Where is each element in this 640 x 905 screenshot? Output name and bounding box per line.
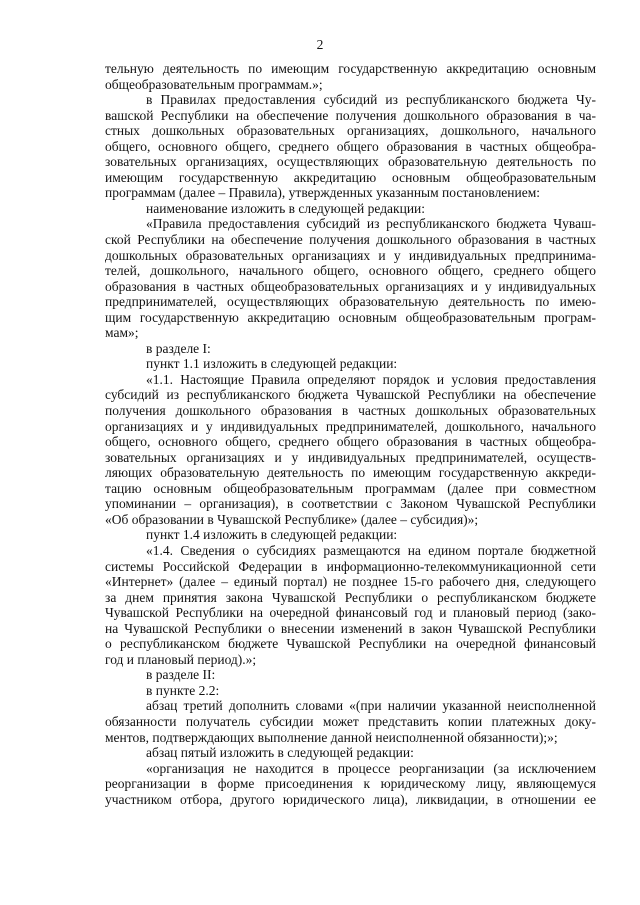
text-line: общего, основного общего, среднего общего образования в частных общеобра- — [105, 434, 596, 450]
text-line: тацию основным общеобразовательным программам (далее при совместном — [105, 480, 596, 496]
text-line: дошкольных образовательных организациях и у индивидуальных предпринима- — [105, 247, 596, 263]
text-line: ляющих образовательную деятельность по имеющим государственную аккреди- — [105, 465, 596, 481]
text-line: реорганизации в форме присоединения к юридическому лицу, являющемуся — [105, 776, 596, 792]
text-line: зовательных организациях, осуществляющих образовательную деятельность по — [105, 154, 596, 170]
text-line: программам (далее – Правила), утвержденных указанным постановлением: — [105, 185, 541, 201]
text-line: «1.4. Сведения о субсидиях размещаются на едином портале бюджетной — [146, 542, 596, 558]
text-line: обязанности получатель субсидии может представить копии платежных доку- — [105, 713, 596, 729]
text-line: в разделе II: — [146, 667, 216, 683]
text-line: предпринимателей, осуществляющих образовательную деятельность по имею- — [105, 294, 596, 310]
text-line: «Об образовании в Чувашской Республике» (далее – субсидия)»; — [105, 511, 479, 527]
text-line: образования в частных общеобразовательных организациях и у индивидуальных — [105, 278, 596, 294]
text-line: год и плановый период).»; — [105, 651, 257, 667]
text-line: получения дошкольного образования в частных дошкольных образовательных — [105, 403, 596, 419]
text-line: упоминании – организация), в соответствии с Законом Чувашской Республики — [105, 496, 596, 512]
text-line: «Правила предоставления субсидий из республиканского бюджета Чуваш- — [146, 216, 596, 232]
text-line: телей, дошкольного, начального общего, основного общего, среднего общего — [105, 263, 596, 279]
text-line: пункт 1.1 изложить в следующей редакции: — [146, 356, 398, 372]
text-line: общеобразовательным программам.»; — [105, 76, 323, 92]
text-line: тельную деятельность по имеющим государственную аккредитацию основным — [105, 61, 596, 76]
text-line: мам»; — [105, 325, 139, 341]
text-line: за днем принятия закона Чувашской Республики о республиканском бюджете — [105, 589, 596, 605]
text-line: стных дошкольных образовательных организациях, дошкольного, начального — [105, 123, 596, 139]
text-line: абзац пятый изложить в следующей редакции: — [146, 745, 414, 761]
text-line: общего, основного общего, среднего общего образования в частных общеобра- — [105, 138, 596, 154]
text-line: Чувашской Республики на очередной финансовый год и плановый период (зако- — [105, 605, 596, 621]
text-line: абзац третий дополнить словами «(при наличии указанной неисполненной — [146, 698, 596, 714]
document-body — [105, 61, 596, 807]
text-line: в разделе I: — [146, 340, 211, 356]
text-line: о республиканском бюджете Чувашской Республики на очередной финансовый — [105, 636, 596, 652]
text-line: системы Российской Федерации в информационно-телекоммуникационной сети — [105, 558, 596, 574]
text-line: в пункте 2.2: — [146, 682, 220, 698]
text-line: пункт 1.4 изложить в следующей редакции: — [146, 527, 398, 543]
text-line: на Чувашской Республики о внесении изменений в закон Чувашской Республики — [105, 620, 596, 636]
text-line: имеющим государственную аккредитацию основным общеобразовательным — [105, 169, 596, 185]
text-line: ментов, подтверждающих выполнение данной неисполненной обязанности);»; — [105, 729, 558, 745]
text-line: субсидий из республиканского бюджета Чувашской Республики на обеспечение — [105, 387, 596, 403]
text-line: ской Республики на обеспечение получения дошкольного образования в частных — [105, 232, 596, 248]
text-line: участником отбора, другого юридического лица), ликвидации, в отношении ее — [105, 791, 596, 807]
text-line: зовательных организациях и у индивидуальных предпринимателей, осуществ- — [105, 449, 596, 465]
text-line: «Интернет» (далее – единый портал) не позднее 15-го рабочего дня, следующего — [105, 574, 596, 590]
text-line: «1.1. Настоящие Правила определяют порядок и условия предоставления — [146, 371, 596, 387]
text-line: вашской Республики на обеспечение получения дошкольного образования в ча- — [105, 107, 596, 123]
text-line: «организация не находится в процессе реорганизации (за исключением — [146, 760, 596, 776]
text-line: организациях и у индивидуальных предпринимателей, дошкольного, начального — [105, 418, 596, 434]
text-line: наименование изложить в следующей редакции: — [146, 200, 426, 216]
page-number: 2 — [316, 37, 324, 52]
text-line: щим государственную аккредитацию основным общеобразовательным програм- — [105, 309, 596, 325]
text-line: в Правилах предоставления субсидий из республиканского бюджета Чу- — [146, 92, 596, 108]
